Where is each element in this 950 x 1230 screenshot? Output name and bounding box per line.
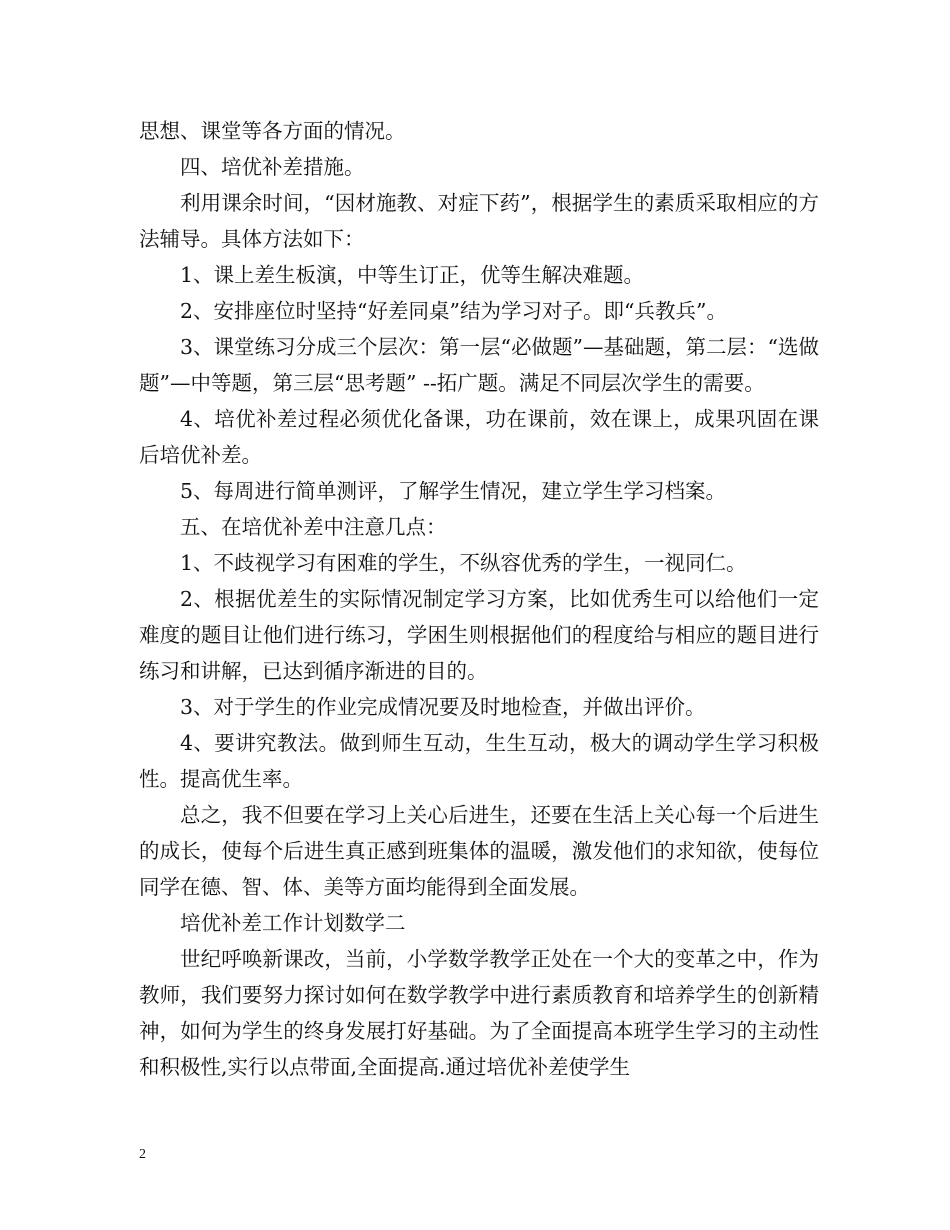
paragraph-continuation: 思想、课堂等各方面的情况。 [139, 119, 406, 143]
list-item: 1、课上差生板演，中等生订正，优等生解决难题。 [180, 263, 645, 287]
section-heading-five: 五、在培优补差中注意几点： [180, 515, 447, 539]
list-item: 2、根据优差生的实际情况制定学习方案，比如优秀生可以给他们一定难度的题目让他们进行练习，学困生则根据他们的程度给与相应的题目进行练习和讲解，已达到循序渐进的目的。 [139, 587, 819, 683]
list-item: 3、课堂练习分成三个层次：第一层“必做题”—基础题，第二层：“选做题”—中等题，第三层“思考题” --拓广题。满足不同层次学生的需要。 [139, 335, 819, 395]
section-heading-four: 四、培优补差措施。 [180, 155, 365, 179]
section-title: 培优补差工作计划数学二 [180, 911, 406, 935]
document-body [139, 113, 819, 1085]
list-item: 2、安排座位时坚持“好差同桌”结为学习对子。即“兵教兵”。 [180, 299, 727, 323]
paragraph-summary: 总之，我不但要在学习上关心后进生，还要在生活上关心每一个后进生的成长，使每个后进生真正感到班集体的温暖，激发他们的求知欲，使每位同学在德、智、体、美等方面均能得到全面发展。 [139, 803, 819, 899]
list-item: 4、要讲究教法。做到师生互动，生生互动，极大的调动学生学习积极性。提高优生率。 [139, 731, 819, 791]
paragraph: 利用课余时间，“因材施教、对症下药”，根据学生的素质采取相应的方法辅导。具体方法如下： [139, 191, 819, 251]
list-item: 5、每周进行简单测评，了解学生情况，建立学生学习档案。 [180, 479, 727, 503]
page-number: 2 [139, 1147, 146, 1162]
list-item: 4、培优补差过程必须优化备课，功在课前，效在课上，成果巩固在课后培优补差。 [139, 407, 819, 467]
list-item: 1、不歧视学习有困难的学生，不纵容优秀的学生，一视同仁。 [180, 551, 747, 575]
paragraph: 世纪呼唤新课改，当前，小学数学教学正处在一个大的变革之中，作为教师，我们要努力探讨如何在数学教学中进行素质教育和培养学生的创新精神，如何为学生的终身发展打好基础。为了全面提高本班学生学习的主动性和积极性,实行以点带面,全面提高.通过培优补差使学生 [139, 947, 819, 1079]
list-item: 3、对于学生的作业完成情况要及时地检查，并做出评价。 [180, 695, 706, 719]
